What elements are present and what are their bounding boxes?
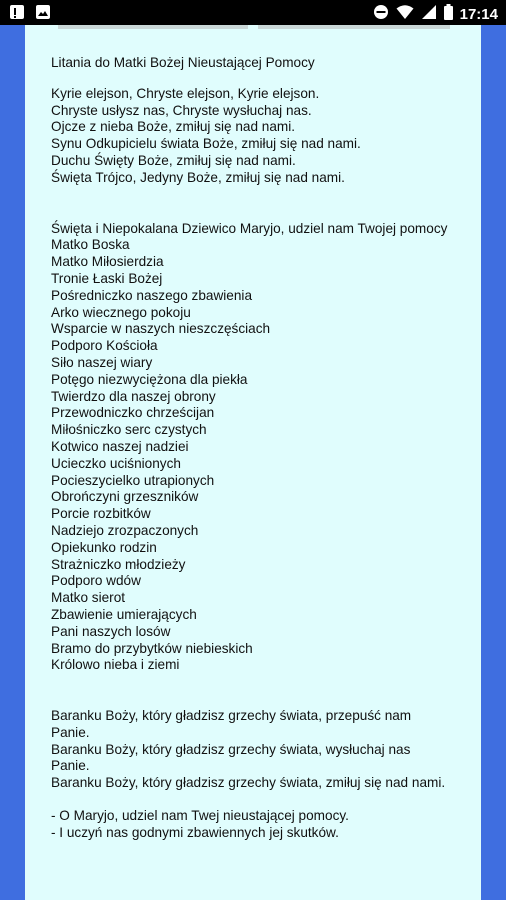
agnus-line: Baranku Boży, który gładzisz grzechy świata, zmiłuj się nad nami.	[51, 775, 446, 791]
invocation-line: Zbawienie umierających	[51, 606, 197, 622]
invocation-line: Twierdzo dla naszej obrony	[51, 388, 216, 404]
closing-line: - O Maryjo, udziel nam Twej nieustającej pomocy.	[51, 808, 349, 824]
invocation-line: Matko Boska	[51, 237, 130, 253]
invocation-line: Matko sierot	[51, 590, 126, 606]
status-bar	[0, 0, 506, 25]
invocation-line: Strażniczko młodzieży	[51, 556, 186, 572]
invocations-block	[51, 221, 451, 675]
top-tab-left	[58, 25, 248, 29]
agnus-block	[51, 708, 451, 792]
wifi-icon	[396, 4, 414, 25]
litany-title: Litania do Matki Bożej Nieustającej Pomocy	[51, 55, 315, 70]
invocation-line: Siło naszej wiary	[51, 354, 153, 370]
battery-icon	[444, 4, 453, 25]
content-panel[interactable]	[25, 25, 481, 900]
closing-block	[51, 808, 451, 842]
top-tab-right	[258, 25, 450, 29]
invocation-line: Podporo Kościoła	[51, 338, 158, 354]
kyrie-line: Synu Odkupicielu świata Boże, zmiłuj się nad nami.	[51, 136, 361, 152]
kyrie-line: Święta Trójco, Jedyny Boże, zmiłuj się nad nami.	[51, 169, 345, 185]
invocation-line: Przewodniczko chrześcijan	[51, 405, 215, 421]
invocation-line: Ucieczko uciśnionych	[51, 455, 181, 471]
invocation-line: Obrończyni grzeszników	[51, 489, 199, 505]
invocation-line: Święta i Niepokalana Dziewico Maryjo, udziel nam Twojej pomocy	[51, 220, 448, 236]
invocation-line: Podporo wdów	[51, 573, 141, 589]
invocation-line: Pocieszycielko utrapionych	[51, 472, 215, 488]
agnus-line: Baranku Boży, który gładzisz grzechy świata, przepuść nam Panie.	[51, 708, 412, 740]
invocation-line: Kotwico naszej nadziei	[51, 438, 189, 454]
invocation-line: Arko wiecznego pokoju	[51, 304, 191, 320]
kyrie-line: Kyrie elejson, Chryste elejson, Kyrie elejson.	[51, 85, 320, 101]
kyrie-block	[51, 86, 451, 187]
invocation-line: Opiekunko rodzin	[51, 539, 157, 555]
kyrie-line: Ojcze z nieba Boże, zmiłuj się nad nami.	[51, 119, 296, 135]
closing-line: - I uczyń nas godnymi zbawiennych jej skutków.	[51, 824, 339, 840]
invocation-line: Pośredniczko naszego zbawienia	[51, 287, 253, 303]
notification-square-icon	[9, 4, 25, 25]
invocation-line: Miłośniczko serc czystych	[51, 422, 207, 438]
invocation-line: Potęgo niezwyciężona dla piekła	[51, 371, 248, 387]
agnus-line: Baranku Boży, który gładzisz grzechy świata, wysłuchaj nas Panie.	[51, 741, 411, 774]
signal-icon	[421, 4, 437, 25]
do-not-disturb-icon	[373, 4, 389, 25]
invocation-line: Matko Miłosierdzia	[51, 254, 164, 270]
invocation-line: Królowo nieba i ziemi	[51, 657, 180, 673]
kyrie-line: Chryste usłysz nas, Chryste wysłuchaj nas.	[51, 102, 312, 118]
invocation-line: Wsparcie w naszych nieszczęściach	[51, 321, 271, 337]
invocation-line: Porcie rozbitków	[51, 506, 151, 522]
image-icon	[35, 4, 51, 25]
invocation-line: Bramo do przybytków niebieskich	[51, 640, 253, 656]
litany-text	[51, 55, 451, 842]
invocation-line: Nadziejo zrozpaczonych	[51, 522, 199, 538]
status-time: 17:14	[459, 6, 498, 23]
invocation-line: Pani naszych losów	[51, 623, 171, 639]
kyrie-line: Duchu Święty Boże, zmiłuj się nad nami.	[51, 152, 296, 168]
invocation-line: Tronie Łaski Bożej	[51, 270, 163, 286]
